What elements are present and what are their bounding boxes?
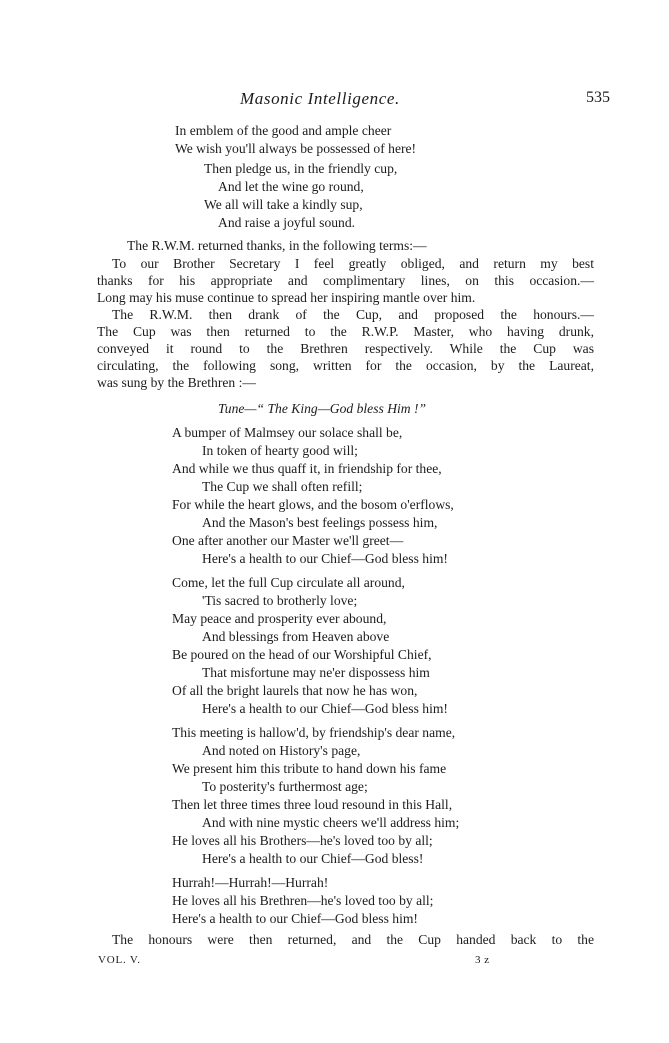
song-line: Come, let the full Cup circulate all around, <box>172 575 405 590</box>
running-title: Masonic Intelligence. <box>240 89 400 108</box>
song-line: He loves all his Brothers—he's loved too by all; <box>172 833 433 848</box>
verse-line: In emblem of the good and ample cheer <box>175 123 392 138</box>
song-line: Here's a health to our Chief—God bless! <box>202 851 424 866</box>
song-line: Then let three times three loud resound in this Hall, <box>172 797 453 812</box>
song-line: And the Mason's best feelings possess him, <box>202 515 438 530</box>
prose-line: The Cup was then returned to the R.W.P. Master, who having drunk, <box>97 324 594 339</box>
song-line: May peace and prosperity ever abound, <box>172 611 387 626</box>
song-line: To posterity's furthermost age; <box>202 779 368 794</box>
prose-line: thanks for his appropriate and complimentary lines, on this occasion.— <box>97 273 594 288</box>
prose-line: Long may his muse continue to spread her inspiring mantle over him. <box>97 290 476 305</box>
song-line: That misfortune may ne'er dispossess him <box>202 665 430 680</box>
song-line: In token of hearty good will; <box>202 443 358 458</box>
song-line: Hurrah!—Hurrah!—Hurrah! <box>172 875 329 890</box>
song-line: And with nine mystic cheers we'll address him; <box>202 815 460 830</box>
song-line: Here's a health to our Chief—God bless him! <box>172 911 418 926</box>
song-line: This meeting is hallow'd, by friendship's dear name, <box>172 725 456 740</box>
signature-mark: 3 z <box>475 954 490 966</box>
prose-line: circulating, the following song, written for the occasion, by the Laureat, <box>97 358 594 373</box>
prose-line: The R.W.M. returned thanks, in the following terms:— <box>127 238 427 253</box>
verse-line: Then pledge us, in the friendly cup, <box>204 161 398 176</box>
page-header <box>0 90 669 110</box>
song-line: And blessings from Heaven above <box>202 629 390 644</box>
song-line: We present him this tribute to hand down his fame <box>172 761 447 776</box>
page-number: 535 <box>586 89 610 106</box>
prose-line: The R.W.M. then drank of the Cup, and proposed the honours.— <box>112 307 594 322</box>
song-line: He loves all his Brethren—he's loved too by all; <box>172 893 434 908</box>
song-line: Here's a health to our Chief—God bless him! <box>202 701 448 716</box>
song-line: Of all the bright laurels that now he has won, <box>172 683 418 698</box>
prose-line: The honours were then returned, and the Cup handed back to the <box>112 932 594 947</box>
verse-line: We all will take a kindly sup, <box>204 197 363 212</box>
verse-line: And let the wine go round, <box>218 179 364 194</box>
prose-line: was sung by the Brethren :— <box>97 375 256 390</box>
song-line: And noted on History's page, <box>202 743 361 758</box>
song-line: And while we thus quaff it, in friendship for thee, <box>172 461 442 476</box>
song-line: One after another our Master we'll greet— <box>172 533 404 548</box>
prose-line: conveyed it round to the Brethren respectively. While the Cup was <box>97 341 594 356</box>
song-line: Be poured on the head of our Worshipful Chief, <box>172 647 432 662</box>
verse-line: And raise a joyful sound. <box>218 215 356 230</box>
song-line: The Cup we shall often refill; <box>202 479 363 494</box>
volume-label: VOL. V. <box>98 954 141 966</box>
song-line: For while the heart glows, and the bosom o'erflows, <box>172 497 454 512</box>
song-line: A bumper of Malmsey our solace shall be, <box>172 425 403 440</box>
prose-line: To our Brother Secretary I feel greatly obliged, and return my best <box>112 256 594 271</box>
verse-line: We wish you'll always be possessed of here! <box>175 141 417 156</box>
tune-heading: Tune—“ The King—God bless Him !” <box>218 401 427 416</box>
song-line: 'Tis sacred to brotherly love; <box>202 593 358 608</box>
song-line: Here's a health to our Chief—God bless him! <box>202 551 448 566</box>
